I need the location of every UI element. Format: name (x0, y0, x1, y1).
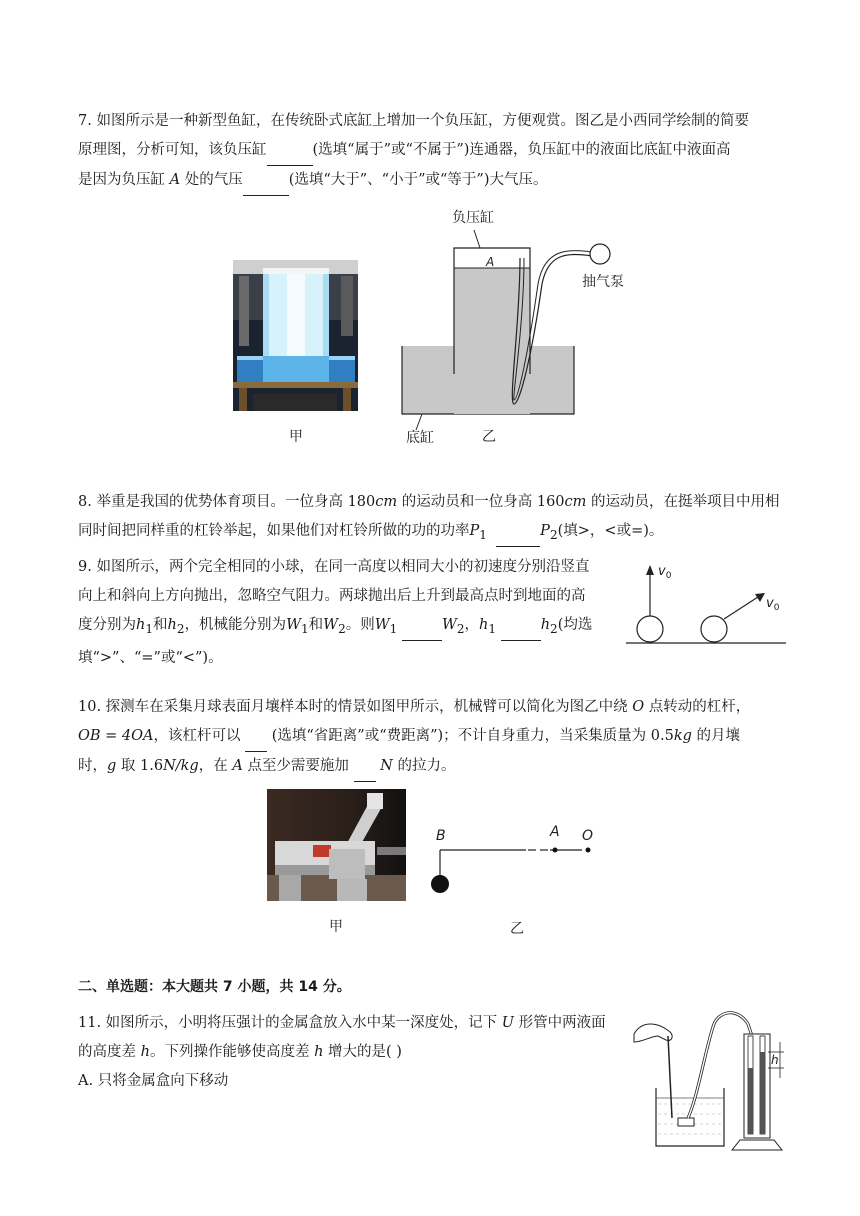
height-value: 180 (347, 494, 376, 510)
q10-text: ，在 (198, 758, 228, 774)
answer-blank[interactable] (267, 136, 313, 166)
q10-text: ，该杠杆可以 (153, 728, 241, 744)
var-O: O (632, 699, 645, 715)
label-A: A (486, 255, 495, 269)
q9-text: 和 (153, 617, 168, 633)
point-O (586, 848, 591, 853)
weight-ball (431, 875, 449, 893)
var-W: W (374, 617, 390, 633)
pressure-gauge-diagram (628, 1006, 788, 1154)
subscript: 2 (338, 621, 346, 636)
hand-icon (634, 1024, 672, 1042)
caption-jia: 甲 (289, 429, 303, 445)
point-A (553, 848, 558, 853)
q7-line1: 7. 如图所示是一种新型鱼缸，在传统卧式底缸上增加一个负压缸，方便观赏。图乙是小西同学绘制的简要 (78, 113, 749, 129)
q10-line1 (78, 693, 784, 722)
q11-line2 (78, 1038, 638, 1067)
unit-N: N (380, 758, 393, 774)
q7-text: (选填“大于”、“小于”或“等于”)大气压。 (288, 172, 548, 188)
label-bottom-tank: 底缸 (406, 430, 434, 444)
q9-text: 。则 (345, 617, 375, 633)
label-v0: $v_0$ (766, 596, 780, 613)
mass-value: 0.5 (650, 728, 674, 744)
var-W: W (323, 617, 339, 633)
unit-kg: kg (673, 728, 692, 744)
ball-left (637, 616, 663, 642)
q8-text: 同时间把同样重的杠铃举起，如果他们对杠铃所做的功的功率 (78, 523, 470, 539)
rubber-tube-inner (688, 1013, 752, 1118)
caption-jia: 甲 (329, 919, 343, 935)
var-h: h (136, 617, 146, 633)
var-h: h (140, 1044, 150, 1060)
label-h: h (771, 1053, 779, 1067)
q10-text: 取 (120, 758, 136, 774)
unit-cm: cm (564, 494, 587, 510)
q11-text: 的高度差 (78, 1044, 136, 1060)
section-heading: 二、单选题：本大题共 7 小题，共 14 分。 (78, 979, 351, 995)
var-g: g (107, 758, 117, 774)
caption-yi: 乙 (510, 921, 524, 937)
rubber-tube (688, 1013, 752, 1118)
q9-line3 (78, 611, 638, 644)
q8-text: 8. 举重是我国的优势体育项目。一位身高 (78, 494, 343, 510)
label-A: A (550, 824, 560, 840)
q9-text: (均选 (557, 617, 593, 633)
q9-text: ，机械能分别为 (184, 617, 287, 633)
label-air-pump: 抽气泵 (582, 274, 624, 290)
subscript: 1 (145, 621, 154, 636)
var-P: P (540, 523, 550, 539)
height-value: 160 (536, 494, 565, 510)
q10-text: 点转动的杠杆， (648, 699, 751, 715)
q10-text: 时， (78, 758, 107, 774)
q8-text: 的运动员，在挺举项目中用相 (591, 494, 780, 510)
q10-line3 (78, 752, 784, 782)
var-W: W (286, 617, 301, 633)
q8-line2 (78, 517, 784, 550)
answer-blank[interactable] (496, 517, 540, 547)
var-h: h (540, 617, 551, 633)
question-8 (78, 488, 784, 550)
answer-blank[interactable] (402, 611, 442, 641)
q10-text: 10. 探测车在采集月球表面月壤样本时的情景如图甲所示，机械臂可以简化为图乙中绕 (78, 699, 628, 715)
label-v0: $v_0$ (658, 564, 672, 581)
leader-line (474, 230, 480, 248)
two-balls-diagram (624, 555, 786, 651)
label-negative-tank: 负压缸 (452, 210, 494, 226)
question-11 (78, 1009, 638, 1096)
q7-text: (选填“属于”或“不属于”)连通器，负压缸中的液面比底缸中液面高 (312, 142, 731, 158)
q9-line1: 9. 如图所示，两个完全相同的小球，在同一高度以相同大小的初速度分别沿竖直 (78, 559, 590, 575)
var-h: h (314, 1044, 324, 1060)
question-9 (78, 553, 638, 673)
lever-diagram (424, 822, 604, 896)
subscript: 2 (549, 527, 558, 542)
var-P: P (469, 523, 480, 539)
var-A: A (169, 172, 181, 188)
q9-text: ， (464, 617, 480, 633)
q10-text: 的月壤 (696, 728, 741, 744)
probe-rod (668, 1036, 672, 1118)
answer-blank[interactable] (354, 752, 376, 782)
question-10 (78, 693, 784, 782)
equation-OB: OB = 4OA (78, 728, 154, 744)
q7-text: 处的气压 (184, 172, 243, 188)
var-h: h (167, 617, 177, 633)
answer-blank[interactable] (501, 611, 541, 641)
g-value: 1.6 (140, 758, 164, 774)
label-O: O (582, 828, 594, 844)
leader-line (416, 414, 422, 430)
q7-line3 (78, 166, 784, 196)
subscript: 2 (456, 621, 465, 636)
q7-text: 原理图，分析可知，该负压缸 (78, 142, 267, 158)
lunar-rover-photo (267, 789, 406, 901)
liquid-right (761, 1052, 765, 1134)
option-A[interactable]: A. 只将金属盒向下移动 (78, 1073, 229, 1089)
var-W: W (441, 617, 457, 633)
var-U: U (501, 1015, 515, 1031)
q9-text: 度分别为 (78, 617, 136, 633)
var-A: A (232, 758, 243, 774)
subscript: 1 (488, 621, 497, 636)
ball-right (701, 616, 727, 642)
subscript: 2 (550, 621, 558, 636)
q9-text: 和 (308, 617, 324, 633)
negative-pressure-diagram (396, 204, 636, 444)
unit-cm: cm (375, 494, 398, 510)
arrowhead (646, 565, 654, 575)
metal-box (678, 1118, 694, 1126)
q8-text: (填>，<或=)。 (557, 523, 664, 539)
subscript: 2 (176, 621, 185, 636)
subscript: 1 (389, 621, 398, 636)
q7-line2 (78, 136, 784, 166)
var-h: h (479, 617, 489, 633)
q11-line1 (78, 1009, 638, 1038)
question-7 (78, 107, 784, 196)
velocity-arrow-oblique (724, 597, 758, 619)
subscript: 1 (479, 527, 487, 542)
answer-blank[interactable] (243, 166, 289, 196)
label-B: B (436, 828, 446, 844)
subscript: 1 (300, 621, 309, 636)
caption-yi: 乙 (482, 429, 496, 445)
fish-tank-photo (233, 260, 358, 411)
q8-line1 (78, 488, 784, 517)
q10-text: (选填“省距离”或“费距离”)；不计自身重力，当采集质量为 (271, 728, 647, 744)
q10-text: 点至少需要施加 (247, 758, 349, 774)
q8-text: 的运动员和一位身高 (401, 494, 533, 510)
unit-N-per-kg: N/kg (163, 758, 199, 774)
q9-line2: 向上和斜向上方向抛出，忽略空气阻力。两球抛出后上升到最高点时到地面的高 (78, 588, 586, 604)
q10-line2 (78, 722, 784, 752)
liquid-left (749, 1068, 753, 1134)
q11-text: 11. 如图所示，小明将压强计的金属盒放入水中某一深度处，记下 (78, 1015, 498, 1031)
air-pump-icon (590, 244, 610, 264)
answer-blank[interactable] (245, 722, 267, 752)
q9-line4: 填“>”、“=”或“<”)。 (78, 649, 223, 666)
q11-text: 增大的是( ) (328, 1044, 402, 1060)
q10-text: 的拉力。 (397, 758, 456, 774)
q11-text: 。下列操作能够使高度差 (149, 1044, 310, 1060)
q7-text: 是因为负压缸 (78, 172, 165, 188)
q11-text: 形管中两液面 (518, 1015, 606, 1031)
gauge-base (732, 1140, 782, 1150)
